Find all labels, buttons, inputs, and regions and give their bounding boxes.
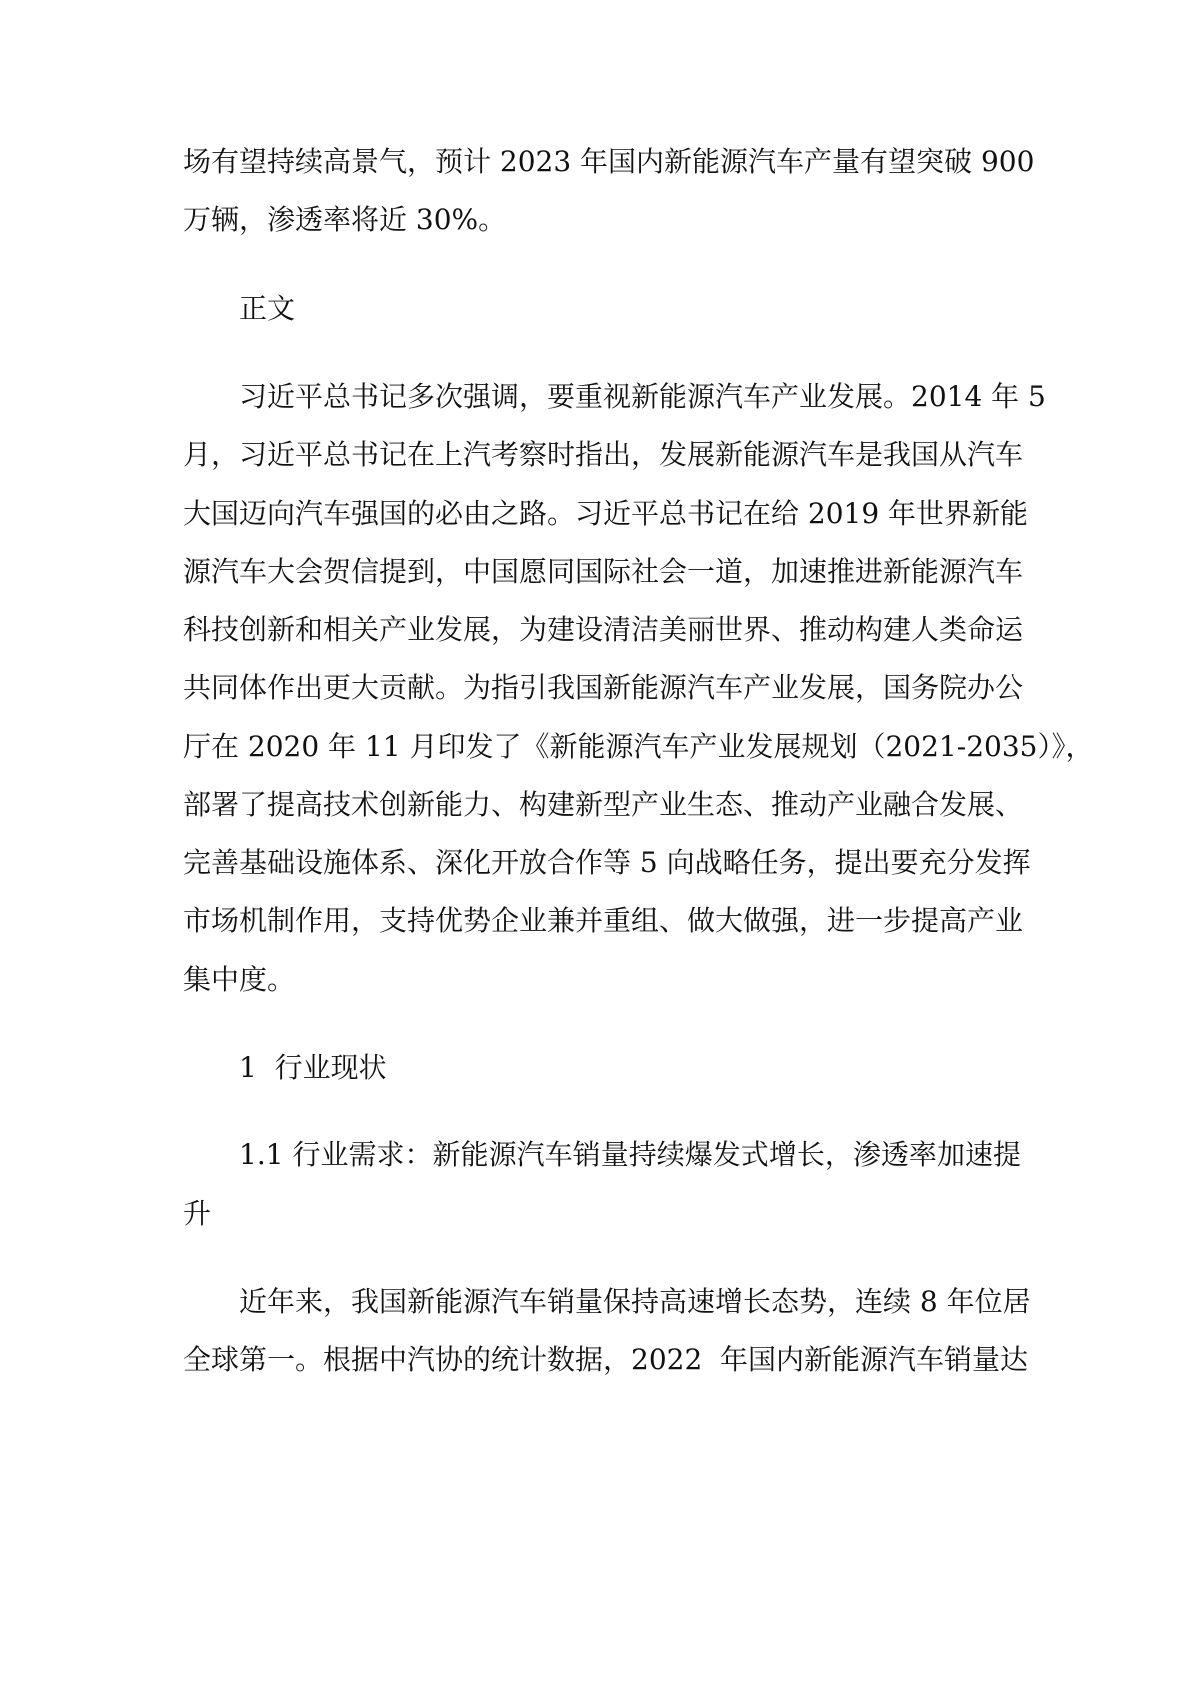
body-text-line: 共同体作出更大贡献。为指引我国新能源汽车产业发展，国务院办公 [183,671,1024,704]
body-text-line: 万辆，渗透率将近 30%。 [183,203,507,236]
body-text-line: 科技创新和相关产业发展，为建设清洁美丽世界、推动构建人类命运 [183,613,1024,646]
body-text-line: 源汽车大会贺信提到，中国愿同国际社会一道，加速推进新能源汽车 [183,555,1024,588]
subsection-heading: 1.1 行业需求：新能源汽车销量持续爆发式增长，渗透率加速提 [239,1138,1021,1171]
body-text-line: 部署了提高技术创新能力、构建新型产业生态、推动产业融合发展、 [183,788,1024,821]
body-text-line: 大国迈向汽车强国的必由之路。习近平总书记在给 2019 年世界新能 [183,497,1029,530]
body-text-line: 月，习近平总书记在上汽考察时指出，发展新能源汽车是我国从汽车 [183,438,1024,471]
body-text-line: 厅在 2020 年 11 月印发了《新能源汽车产业发展规划（2021-2035）》， [183,730,1094,763]
body-text-line: 场有望持续高景气，预计 2023 年国内新能源汽车产量有望突破 900 [183,145,1035,178]
section-heading: 1 行业现状 [239,1051,387,1084]
body-text-line: 集中度。 [183,963,296,996]
body-text-line: 市场机制作用，支持优势企业兼并重组、做大做强，进一步提高产业 [183,904,1024,937]
body-text-line: 完善基础设施体系、深化开放合作等 5 向战略任务，提出要充分发挥 [183,846,1031,879]
body-text-line: 全球第一。根据中汽协的统计数据，2022 年国内新能源汽车销量达 [183,1343,1029,1376]
subsection-heading: 升 [183,1197,212,1230]
body-text-line: 近年来，我国新能源汽车销量保持高速增长态势，连续 8 年位居 [239,1285,1031,1318]
body-text-line: 习近平总书记多次强调，要重视新能源汽车产业发展。2014 年 5 [239,380,1046,413]
section-heading: 正文 [239,292,296,325]
